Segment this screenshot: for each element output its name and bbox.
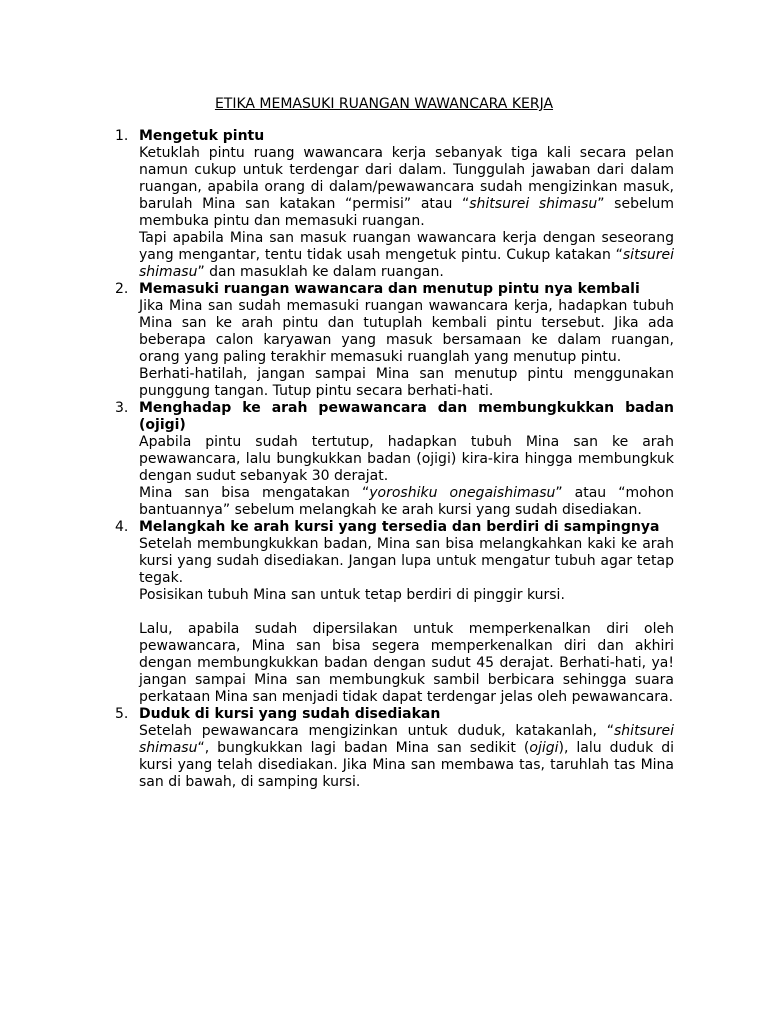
list-item-2 — [115, 281, 674, 400]
item-paragraph: Posisikan tubuh Mina san untuk tetap berdiri di pinggir kursi. — [139, 587, 565, 603]
item-number: 1. — [115, 128, 129, 144]
item-number: 2. — [115, 281, 129, 297]
item-heading: Memasuki ruangan wawancara dan menutup pintu nya kembali — [139, 281, 640, 297]
item-heading: Duduk di kursi yang sudah disediakan — [139, 706, 441, 722]
item-paragraph: Mina san bisa mengatakan “yoroshiku onegaishimasu” atau “mohon bantuannya” sebelum melangkah ke arah kursi yang sudah disediakan. — [139, 485, 674, 518]
list-item-1 — [115, 128, 674, 281]
numbered-list — [115, 128, 674, 791]
list-item-3 — [115, 400, 674, 519]
item-paragraph: Jika Mina san sudah memasuki ruangan wawancara kerja, hadapkan tubuh Mina san ke arah pintu dan tutuplah kembali pintu tersebut. Jika ada beberapa calon karyawan yang masuk bersamaan ke dalam ruangan, orang yang paling terakhir memasuki ruanglah yang menutup pintu. — [139, 298, 674, 365]
item-number: 5. — [115, 706, 129, 722]
list-item-4 — [115, 519, 674, 706]
list-item-5 — [115, 706, 674, 791]
document-title: ETIKA MEMASUKI RUANGAN WAWANCARA KERJA — [214, 96, 554, 112]
item-paragraph: Ketuklah pintu ruang wawancara kerja sebanyak tiga kali secara pelan namun cukup untuk terdengar dari dalam. Tunggulah jawaban dari dalam ruangan, apabila orang di dalam/pewawancara sudah mengizinkan masuk, barulah Mina san katakan “permisi” atau “shitsurei shimasu” sebelum membuka pintu dan memasuki ruangan. — [139, 145, 674, 229]
item-heading: Melangkah ke arah kursi yang tersedia dan berdiri di sampingnya — [139, 519, 660, 535]
item-paragraph: Setelah membungkukkan badan, Mina san bisa melangkahkan kaki ke arah kursi yang sudah disediakan. Jangan lupa untuk mengatur tubuh agar tetap tegak. — [139, 536, 674, 586]
item-paragraph: Berhati-hatilah, jangan sampai Mina san menutup pintu menggunakan punggung tangan. Tutup pintu secara berhati-hati. — [139, 366, 674, 399]
item-number: 3. — [115, 400, 129, 416]
item-paragraph: Tapi apabila Mina san masuk ruangan wawancara kerja dengan seseorang yang mengantar, tentu tidak usah mengetuk pintu. Cukup katakan “sitsurei shimasu” dan masuklah ke dalam ruangan. — [139, 230, 674, 280]
item-paragraph: Apabila pintu sudah tertutup, hadapkan tubuh Mina san ke arah pewawancara, lalu bungkukkan badan (ojigi) kira-kira hingga membungkuk dengan sudut sebanyak 30 derajat. — [139, 434, 674, 484]
item-number: 4. — [115, 519, 129, 535]
item-paragraph: Setelah pewawancara mengizinkan untuk duduk, katakanlah, “shitsurei shimasu“, bungkukkan lagi badan Mina san sedikit (ojigi), lalu duduk di kursi yang telah disediakan. Jika Mina san membawa tas, taruhlah tas Mina san di bawah, di samping kursi. — [139, 723, 674, 790]
item-heading: Mengetuk pintu — [139, 128, 265, 144]
item-paragraph: Lalu, apabila sudah dipersilakan untuk memperkenalkan diri oleh pewawancara, Mina san bisa segera memperkenalkan diri dan akhiri dengan membungkukkan badan dengan sudut 45 derajat. Berhati-hati, ya! jangan sampai Mina san membungkuk sambil berbicara sehingga suara perkataan Mina san menjadi tidak dapat terdengar jelas oleh pewawancara. — [139, 621, 674, 705]
item-heading: Menghadap ke arah pewawancara dan membungkukkan badan (ojigi) — [139, 400, 674, 433]
paragraph-spacer — [139, 604, 674, 621]
